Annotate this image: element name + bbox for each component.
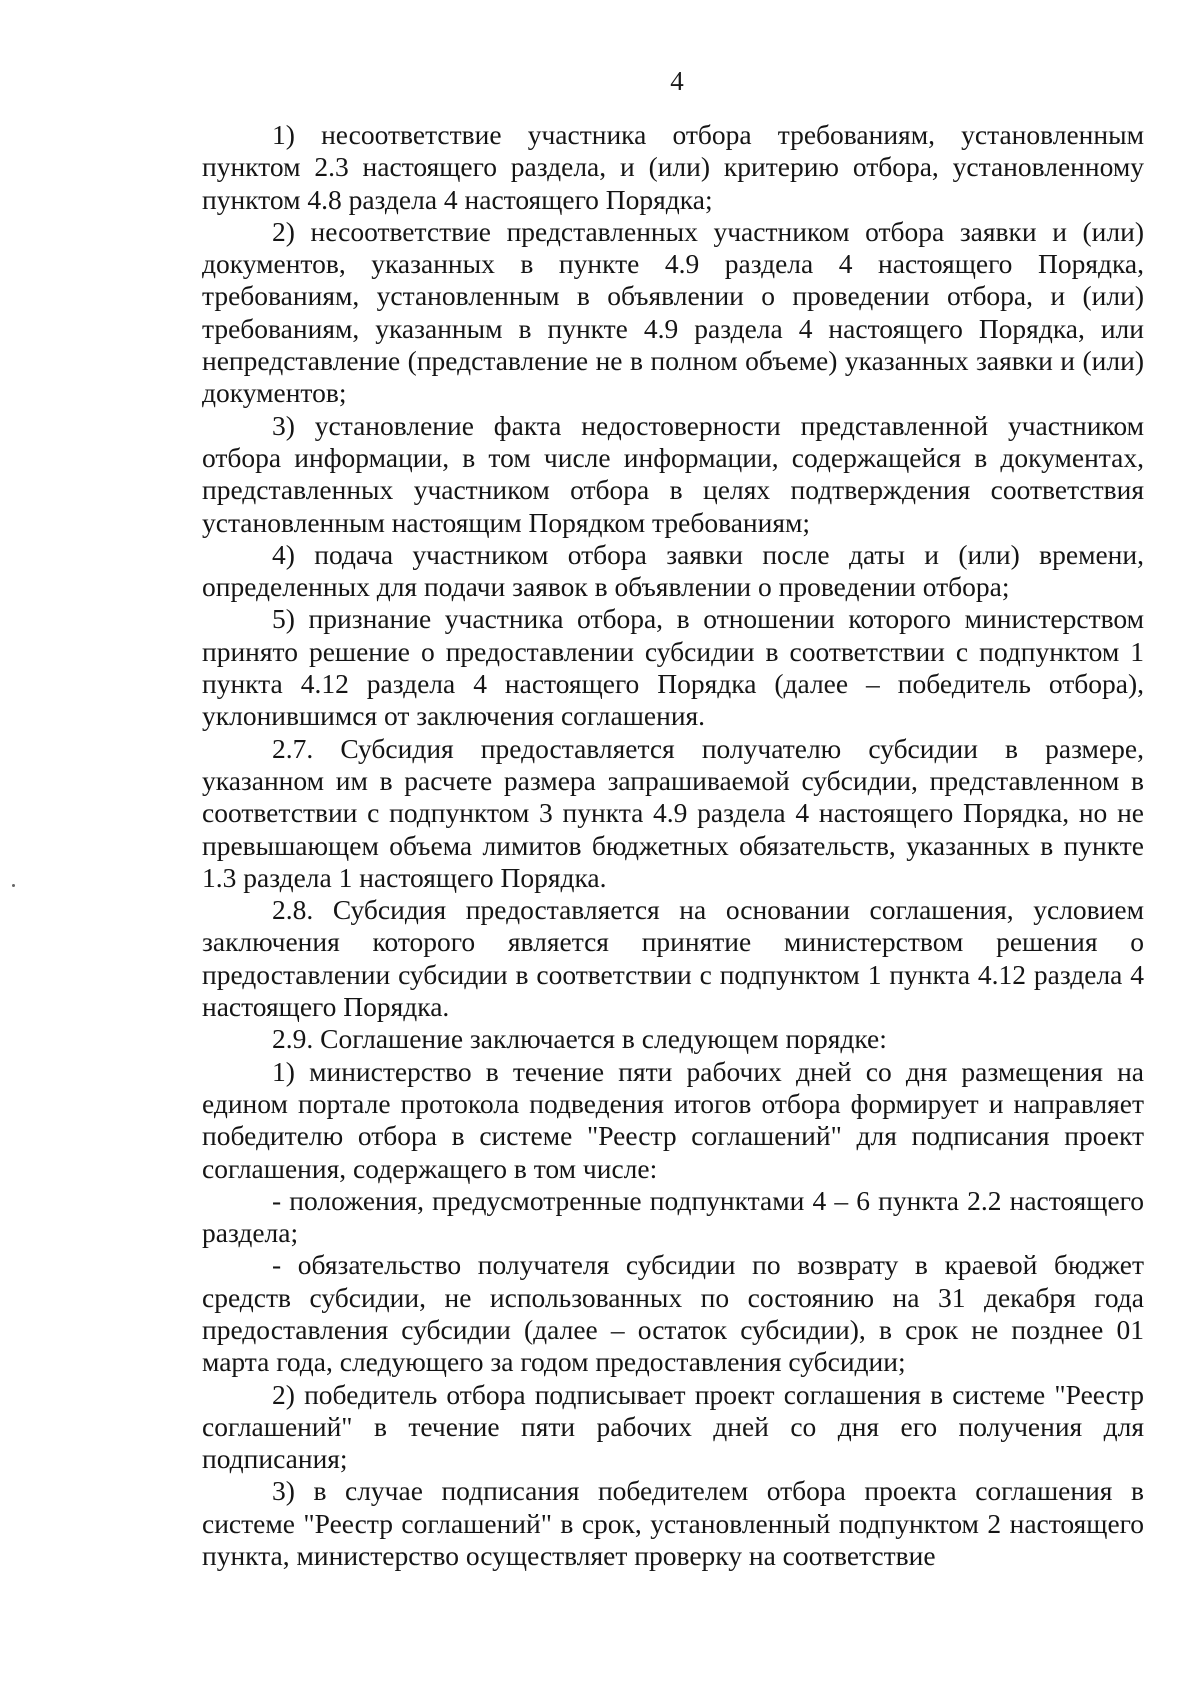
paragraph-2-9-item-2: 2) победитель отбора подписывает проект соглашения в системе "Реестр соглашений" в течение пяти рабочих дней со дня его получения для подписания; <box>202 1378 1144 1475</box>
paragraph-2-9-item-3: 3) в случае подписания победителем отбора проекта соглашения в системе "Реестр соглашений" в срок, установленный подпунктом 2 настоящего пункта, министерство осуществляет проверку на соответствие <box>202 1475 1144 1572</box>
paragraph-2-9: 2.9. Соглашение заключается в следующем порядке: <box>272 1023 887 1055</box>
paragraph-criterion-4: 4) подача участником отбора заявки после даты и (или) времени, определенных для подачи заявок в объявлении о проведении отбора; <box>202 538 1144 603</box>
paragraph-2-7: 2.7. Субсидия предоставляется получателю субсидии в размере, указанном им в расчете размера запрашиваемой субсидии, представленном в соответствии с подпунктом 3 пункта 4.9 раздела 4 настоящего Порядка, но не превышающем объема лимитов бюджетных обязательств, указанных в пункте 1.3 раздела 1 настоящего Порядка. <box>202 732 1144 893</box>
paragraph-2-9-bullet-2: - обязательство получателя субсидии по возврату в краевой бюджет средств субсидии, не использованных по состоянию на 31 декабря года предоставления субсидии (далее – остаток субсидии), в срок не позднее 01 марта года, следующего за годом предоставления субсидии; <box>202 1249 1144 1378</box>
scan-speck <box>12 884 15 887</box>
paragraph-criterion-1: 1) несоответствие участника отбора требованиям, установленным пунктом 2.3 настоящего раздела, и (или) критерию отбора, установленному пунктом 4.8 раздела 4 настоящего Порядка; <box>202 119 1144 215</box>
page-number: 4 <box>670 66 684 96</box>
document-body <box>202 119 1144 1572</box>
paragraph-criterion-5: 5) признание участника отбора, в отношении которого министерством принято решение о предоставлении субсидии в соответствии с подпунктом 1 пункта 4.12 раздела 4 настоящего Порядка (далее – победитель отбора), уклонившимся от заключения соглашения. <box>202 603 1144 732</box>
paragraph-criterion-2: 2) несоответствие представленных участником отбора заявки и (или) документов, указанных в пункте 4.9 раздела 4 настоящего Порядка, требованиям, установленным в объявлении о проведении отбора, и (или) требованиям, указанным в пункте 4.9 раздела 4 настоящего Порядка, или непредставление (представление не в полном объеме) указанных заявки и (или) документов; <box>202 215 1144 409</box>
paragraph-2-8: 2.8. Субсидия предоставляется на основании соглашения, условием заключения которого является принятие министерством решения о предоставлении субсидии в соответствии с подпунктом 1 пункта 4.12 раздела 4 настоящего Порядка. <box>202 894 1144 1023</box>
paragraph-2-9-item-1: 1) министерство в течение пяти рабочих дней со дня размещения на едином портале протокола подведения итогов отбора формирует и направляет победителю отбора в системе "Реестр соглашений" для подписания проект соглашения, содержащего в том числе: <box>202 1055 1144 1184</box>
paragraph-criterion-3: 3) установление факта недостоверности представленной участником отбора информации, в том числе информации, содержащейся в документах, представленных участником отбора в целях подтверждения соответствия установленным настоящим Порядком требованиям; <box>202 409 1144 538</box>
paragraph-2-9-bullet-1: - положения, предусмотренные подпунктами 4 – 6 пункта 2.2 настоящего раздела; <box>202 1184 1144 1249</box>
